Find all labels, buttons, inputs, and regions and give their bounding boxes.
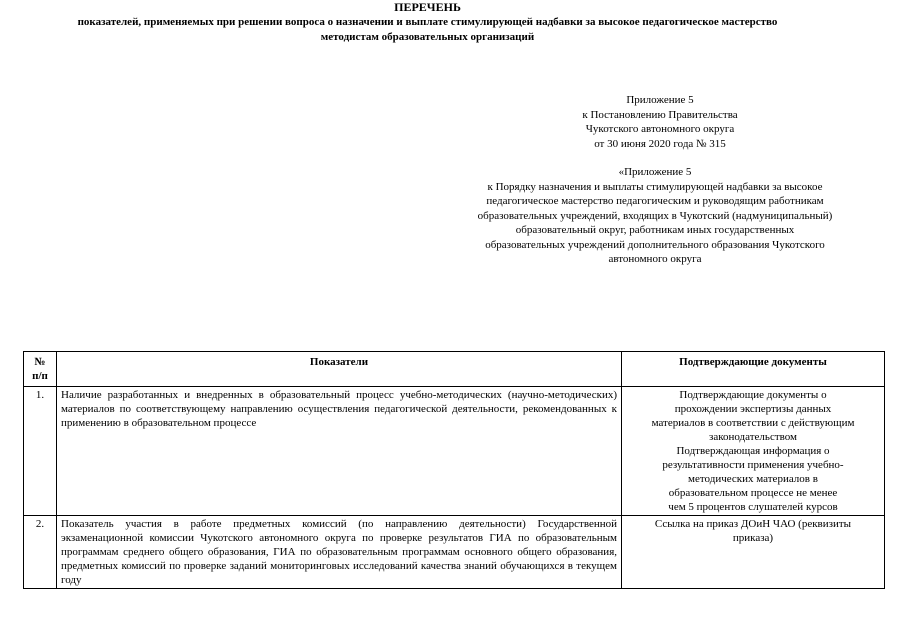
row-documents bbox=[622, 516, 885, 589]
sub-appendix-line: педагогическое мастерство педагогическим и руководящим работникам bbox=[486, 195, 824, 207]
header-documents: Подтверждающие документы bbox=[622, 352, 885, 387]
document-line: материалов в соответствии с действующим bbox=[651, 417, 855, 429]
header-number: № п/п bbox=[24, 352, 57, 387]
document-line: Подтверждающие документы о bbox=[679, 389, 827, 401]
document-line: прохождении экспертизы данных bbox=[674, 403, 832, 415]
row-documents bbox=[622, 387, 885, 516]
document-subtitle bbox=[0, 15, 855, 44]
document-line: Подтверждающая информация о bbox=[676, 445, 830, 457]
sub-appendix-line: образовательный округ, работникам иных государственных bbox=[515, 224, 795, 236]
appendix-line: к Постановлению Правительства bbox=[582, 108, 738, 121]
document-line: образовательном процессе не менее bbox=[668, 487, 838, 499]
subtitle-line: методистам образовательных организаций bbox=[320, 30, 535, 43]
table-row bbox=[24, 387, 885, 516]
sub-appendix-line: «Приложение 5 bbox=[618, 166, 692, 178]
document-title-block bbox=[0, 0, 855, 44]
appendix-line: Приложение 5 bbox=[626, 94, 694, 106]
document-line: чем 5 процентов слушателей курсов bbox=[668, 501, 838, 513]
document-line: методических материалов в bbox=[688, 473, 818, 485]
document-line: результативности применения учебно- bbox=[662, 459, 844, 471]
row-indicator: Наличие разработанных и внедренных в образовательный процесс учебно-методических (научно-методических) материалов по соответствующему направлению осуществления педагогической деятельности, рекомендованных к применению в образовательном процессе bbox=[57, 387, 622, 516]
subtitle-line: показателей, применяемых при решении вопроса о назначении и выплате стимулирующей надбавки за высокое педагогическое мастерство bbox=[77, 16, 778, 28]
indicators-table bbox=[23, 351, 885, 589]
document-line: законодательством bbox=[708, 431, 798, 443]
row-number: 1. bbox=[24, 387, 57, 516]
sub-appendix-header bbox=[440, 165, 870, 267]
document-title: ПЕРЕЧЕНЬ bbox=[394, 0, 461, 14]
appendix-header bbox=[535, 93, 785, 151]
document-line: Ссылка на приказ ДОиН ЧАО (реквизиты bbox=[654, 518, 852, 530]
table-header-row bbox=[24, 352, 885, 387]
sub-appendix-line: автономного округа bbox=[608, 253, 702, 265]
header-indicators: Показатели bbox=[57, 352, 622, 387]
sub-appendix-line: образовательных учреждений дополнительного образования Чукотского bbox=[485, 238, 825, 251]
document-line: приказа) bbox=[732, 532, 774, 544]
row-indicator: Показатель участия в работе предметных комиссий (по направлению деятельности) Государственной экзаменационной комиссии Чукотского автономного округа по проверке результатов ГИА по образовательным программам среднего общего образования, ГИА по образовательным программам основного общего образования, предметных комиссий по проверке заданий мониторинговых исследований качества знаний обучающихся в текущем году bbox=[57, 516, 622, 589]
appendix-line: Чукотского автономного округа bbox=[585, 123, 735, 135]
sub-appendix-line: образовательных учреждений, входящих в Чукотский (надмуниципальный) bbox=[477, 209, 833, 222]
table-row bbox=[24, 516, 885, 589]
sub-appendix-line: к Порядку назначения и выплаты стимулирующей надбавки за высокое bbox=[487, 180, 823, 193]
appendix-line: от 30 июня 2020 года № 315 bbox=[594, 137, 726, 150]
row-number: 2. bbox=[24, 516, 57, 589]
